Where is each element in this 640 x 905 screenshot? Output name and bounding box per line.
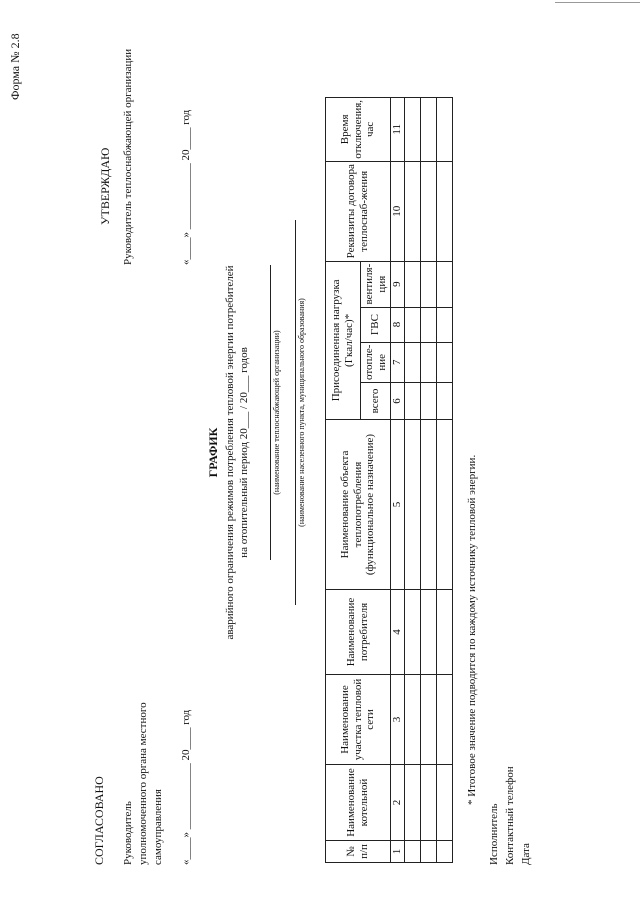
phone-label: Контактный телефон bbox=[504, 766, 516, 865]
table-cell bbox=[437, 161, 453, 261]
table-cell bbox=[421, 590, 437, 675]
table-cell bbox=[405, 261, 421, 307]
header-connected-load: Присоединенная нагрузка (Гкал/час)* bbox=[326, 261, 361, 419]
table-cell bbox=[421, 97, 437, 161]
table-cell bbox=[437, 675, 453, 765]
header-network-section: Наименование участка тепловой сети bbox=[326, 675, 391, 765]
table-cell bbox=[405, 342, 421, 382]
table-cell bbox=[421, 841, 437, 863]
agreed-date-line: «____» ____________ 20____ год bbox=[180, 709, 192, 865]
table-cell bbox=[405, 590, 421, 675]
header-consumer: Наименование потребителя bbox=[326, 590, 391, 675]
table-cell bbox=[437, 383, 453, 420]
header-load-hot-water: ГВС bbox=[361, 307, 391, 342]
column-number: 9 bbox=[391, 261, 405, 307]
footnote: * Итоговое значение подводится по каждому источнику тепловой энергии. bbox=[466, 454, 478, 805]
table-cell bbox=[421, 342, 437, 382]
table-cell bbox=[421, 261, 437, 307]
column-number: 4 bbox=[391, 590, 405, 675]
column-number: 3 bbox=[391, 675, 405, 765]
column-number: 10 bbox=[391, 161, 405, 261]
header-object: Наименование объекта теплопотребления (функциональное назначение) bbox=[326, 420, 391, 590]
table-cell bbox=[437, 841, 453, 863]
date-label: Дата bbox=[520, 843, 532, 865]
table-cell bbox=[437, 261, 453, 307]
header-load-ventilation: вентиля-ция bbox=[361, 261, 391, 307]
agreed-line-3: самоуправления bbox=[152, 789, 164, 865]
table-row bbox=[405, 97, 421, 862]
header-load-total: всего bbox=[361, 383, 391, 420]
table-cell bbox=[405, 307, 421, 342]
locality-name-caption: (наименование населенного пункта, муниципального образования) bbox=[297, 298, 306, 527]
table-cell bbox=[405, 383, 421, 420]
table-cell bbox=[437, 420, 453, 590]
form-label: Форма № 2.8 bbox=[8, 33, 22, 100]
table-cell bbox=[405, 420, 421, 590]
table-cell bbox=[421, 420, 437, 590]
table-row bbox=[437, 97, 453, 862]
executor-label: Исполнитель bbox=[488, 803, 500, 865]
agreed-heading: СОГЛАСОВАНО bbox=[92, 776, 106, 865]
column-number: 11 bbox=[391, 97, 405, 161]
table-row bbox=[421, 97, 437, 862]
table-cell bbox=[437, 307, 453, 342]
table-cell bbox=[421, 161, 437, 261]
table-cell bbox=[437, 97, 453, 161]
column-number: 5 bbox=[391, 420, 405, 590]
org-name-caption: (наименование теплоснабжающей организации) bbox=[272, 330, 281, 495]
table-cell bbox=[421, 765, 437, 841]
table-cell bbox=[421, 675, 437, 765]
table-cell bbox=[421, 307, 437, 342]
title-sub-2: на отопительный период 20___ / 20___ годов bbox=[238, 347, 250, 558]
agreed-line-1: Руководитель bbox=[122, 801, 134, 865]
locality-name-line bbox=[295, 220, 296, 605]
table-cell bbox=[405, 97, 421, 161]
table-cell bbox=[405, 675, 421, 765]
agreed-line-2: уполномоченного органа местного bbox=[137, 702, 149, 865]
table-cell bbox=[405, 161, 421, 261]
column-number: 2 bbox=[391, 765, 405, 841]
header-contract-details: Реквизиты договора теплоснаб-жения bbox=[326, 161, 391, 261]
approved-heading: УТВЕРЖДАЮ bbox=[98, 147, 112, 225]
table-cell bbox=[405, 765, 421, 841]
header-boiler: Наименование котельной bbox=[326, 765, 391, 841]
table-cell bbox=[437, 765, 453, 841]
column-number: 7 bbox=[391, 342, 405, 382]
table-cell bbox=[421, 383, 437, 420]
header-disconnect-time: Время отключения, час bbox=[326, 97, 391, 161]
table-cell bbox=[437, 342, 453, 382]
column-number: 6 bbox=[391, 383, 405, 420]
table-cell bbox=[405, 841, 421, 863]
document-title: ГРАФИК bbox=[206, 427, 220, 478]
approved-line-1: Руководитель теплоснабжающей организации bbox=[122, 48, 134, 265]
table-cell bbox=[437, 590, 453, 675]
column-number: 8 bbox=[391, 307, 405, 342]
title-sub-1: аварийного ограничения режимов потребления тепловой энергии потребителей bbox=[224, 265, 236, 640]
org-name-line bbox=[270, 265, 271, 560]
approved-date-line: «____» ____________ 20____ год bbox=[180, 109, 192, 265]
header-number: № п/п bbox=[326, 841, 391, 863]
schedule-table bbox=[325, 97, 453, 863]
header-load-heating: отопле-ние bbox=[361, 342, 391, 382]
column-number: 1 bbox=[391, 841, 405, 863]
